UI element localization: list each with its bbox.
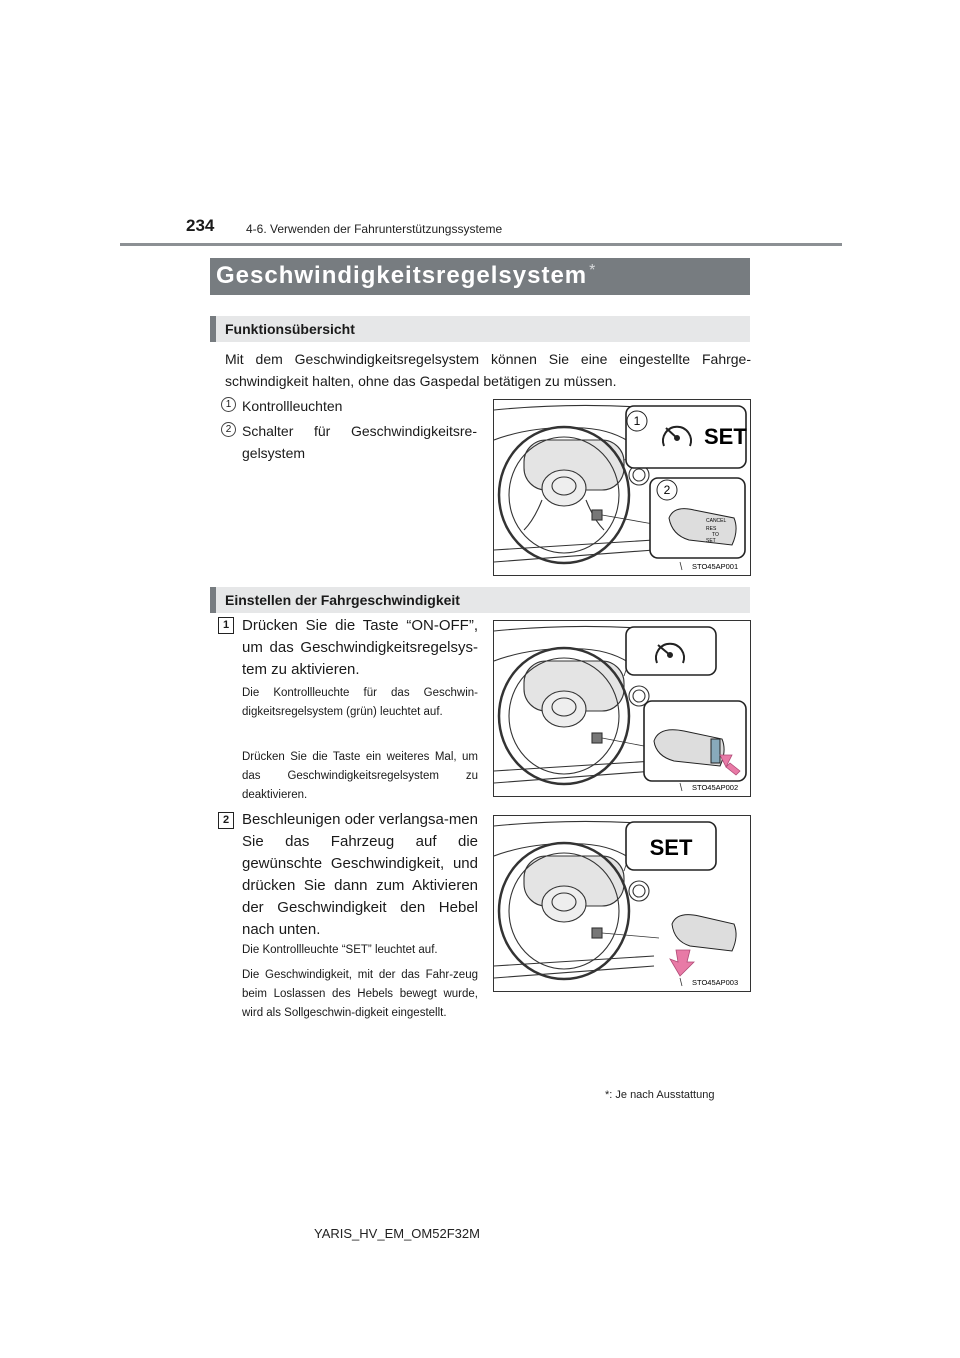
step-text-2: Beschleunigen oder verlangsa-men Sie das Fahrzeug auf die gewünschte Geschwindigkeit, und drücken Sie dann zum Aktivieren der Geschwindigkeit den Hebel nach unten. <box>242 811 478 938</box>
step-number-1: 1 <box>218 617 234 634</box>
heading-marker <box>210 316 216 342</box>
heading-marker <box>210 587 216 613</box>
callout-2: 2 <box>663 483 671 497</box>
figure-code-3: STO45AP003 <box>692 978 739 987</box>
cruise-lever[interactable] <box>672 915 736 951</box>
page-title-text: Geschwindigkeitsregelsystem <box>216 262 588 289</box>
callout-1: 1 <box>633 414 641 428</box>
setting-heading-text: Einstellen der Fahrgeschwindigkeit <box>225 592 460 608</box>
footnote-mark: * <box>589 262 597 279</box>
item-number-1: 1 <box>221 397 236 412</box>
dashboard-illustration-2 <box>494 621 750 796</box>
on-off-button[interactable] <box>711 739 720 763</box>
figure-code-1: STO45AP001 <box>692 562 739 571</box>
header-rule <box>120 243 842 246</box>
dashboard-illustration-3 <box>494 816 750 991</box>
step-text-1: Drücken Sie die Taste “ON-OFF”, um das Geschwindigkeitsregelsys-tem zu aktivieren. <box>242 617 478 678</box>
page-number: 234 <box>186 216 215 235</box>
page-title <box>216 262 596 290</box>
step-2-note-2: Die Geschwindigkeit, mit der das Fahr-zeug beim Loslassen des Hebels bewegt wurde, wird als Sollgeschwin-digkeit eingestellt. <box>242 969 478 1019</box>
footnote-text: : Je nach Ausstattung <box>609 1089 715 1101</box>
manual-code: YARIS_HV_EM_OM52F32M <box>314 1226 480 1241</box>
item-text-1: Kontrollleuchten <box>242 398 343 414</box>
figure-activate <box>493 620 751 797</box>
footnote <box>605 1089 714 1101</box>
dashboard-illustration-1 <box>494 400 750 575</box>
figure-set-speed <box>493 815 751 992</box>
lever-res: RES <box>706 526 717 532</box>
step-2-note-1: Die Kontrollleuchte “SET” leuchtet auf. <box>242 944 438 956</box>
footnote-asterisk: * <box>605 1089 610 1101</box>
step-number-2: 2 <box>218 812 234 829</box>
item-text-2: Schalter für Geschwindigkeitsre-gelsystem <box>242 423 477 461</box>
setting-heading <box>210 587 750 613</box>
overview-heading-text: Funktionsübersicht <box>225 321 355 337</box>
overview-heading <box>210 316 750 342</box>
set-indicator: SET <box>649 835 693 860</box>
figure-cruise-overview <box>493 399 751 576</box>
lever-set: SET <box>706 538 716 544</box>
overview-intro: Mit dem Geschwindigkeitsregelsystem können Sie eine eingestellte Fahrge-schwindigkeit halten, ohne das Gaspedal betätigen zu müssen. <box>225 351 751 389</box>
figure-code-2: STO45AP002 <box>692 783 739 792</box>
step-1-note-1: Die Kontrollleuchte für das Geschwin-digkeitsregelsystem (grün) leuchtet auf. <box>242 687 478 718</box>
lever-cancel: CANCEL <box>706 518 727 524</box>
set-indicator: SET <box>704 424 747 449</box>
lever-to: TO <box>712 532 719 538</box>
item-number-2: 2 <box>221 422 236 437</box>
down-arrow-icon <box>670 950 694 976</box>
step-1-note-2: Drücken Sie die Taste ein weiteres Mal, um das Geschwindigkeitsregelsystem zu deaktivieren. <box>242 751 478 801</box>
section-title: 4-6. Verwenden der Fahrunterstützungssysteme <box>246 222 503 236</box>
